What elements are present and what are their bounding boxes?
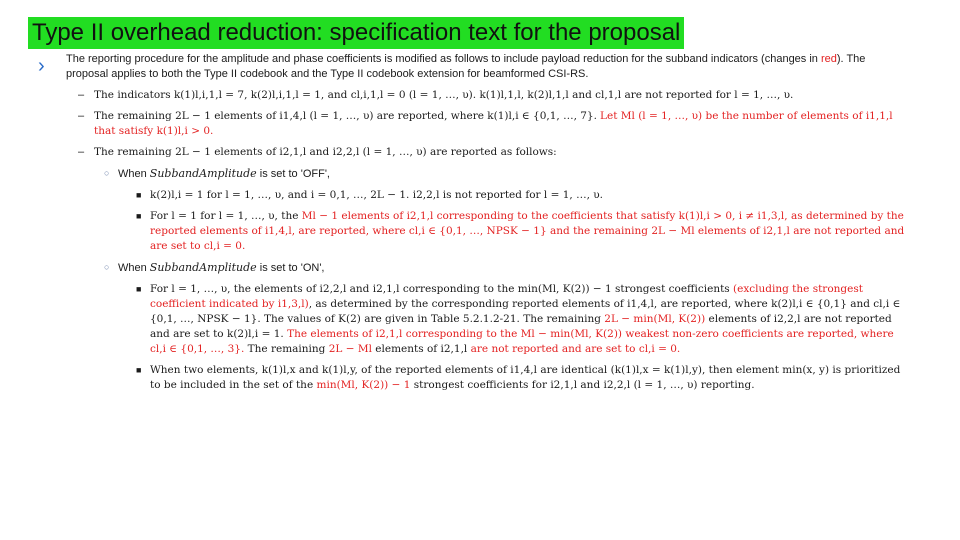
on-head-a: When — [118, 262, 150, 274]
item-text: The remaining — [244, 343, 329, 355]
square-bullet-icon: ■ — [136, 211, 142, 221]
item-text: The remaining 2L − 1 elements of i1,4,l (l = 1, …, υ) are reported, where k(1)l,i ∈ {0,1, …, 7}. — [94, 110, 597, 122]
circle-bullet-icon: ○ — [104, 168, 110, 178]
dash-bullet: – — [78, 89, 85, 101]
off-head-b: is set to 'OFF', — [256, 168, 330, 180]
off-head-a: When — [118, 168, 150, 180]
slide-title: Type II overhead reduction: specification text for the proposal — [28, 17, 684, 49]
item-text: elements of i2,2,l are not reported and are set to k(2)l,i = 1. — [150, 313, 892, 340]
item-text-red: Ml − 1 elements of i2,1,l corresponding to the coefficients that satisfy k(1)l,i > 0, i ≠ i1,3,l, as determined by the reported elements of i1,4,l, are reported, where cl,i ∈ {0,1, …, NPSK − 1} and the remaining 2L − Ml elements of i2,1,l are not reported and are set to cl,i = 0. — [150, 210, 905, 252]
square-item-off-1 — [66, 188, 906, 203]
sub-item-off — [66, 166, 906, 182]
square-bullet-icon: ■ — [136, 284, 142, 294]
on-head-italic: SubbandAmplitude — [149, 261, 257, 274]
square-bullet-icon: ■ — [136, 365, 142, 375]
item-text-red: 2L − min(Ml, K(2)) — [604, 313, 706, 325]
item-text: The indicators k(1)l,i,1,l = 7, k(2)l,i,1,l = 1, and cl,i,1,l = 0 (l = 1, …, υ). k(1)l,1,l, k(2)l,1,l and cl,1,l are not reported for l = 1, …, υ. — [94, 89, 794, 101]
intro-red-word: red — [820, 53, 837, 65]
intro-part1: The reporting procedure for the amplitude and phase coefficients is modified as follows to include payload reduction for the subband indicators (changes in — [66, 53, 821, 65]
off-head-italic: SubbandAmplitude — [149, 167, 257, 180]
list-item-remaining-i14 — [66, 109, 906, 139]
item-text: k(2)l,i = 1 for l = 1, …, υ, and i = 0,1, …, 2L − 1. i2,2,l is not reported for l = 1, …, υ. — [150, 189, 603, 201]
item-text-red: Let Ml (l = 1, …, υ) be the number of elements of i1,1,l that satisfy k(1)l,i > 0. — [94, 110, 893, 137]
item-text: For l = 1, …, υ, the elements of i2,2,l and i2,1,l corresponding to the min(Ml, K(2)) − 1 strongest coefficients — [150, 283, 734, 295]
spec-text-body — [66, 52, 906, 393]
sub-item-on — [66, 260, 906, 276]
on-head-b: is set to 'ON', — [256, 262, 325, 274]
intro-paragraph — [66, 52, 906, 82]
dash-bullet: – — [78, 146, 85, 158]
square-item-on-1 — [66, 282, 906, 357]
item-text: elements of i2,1,l — [371, 343, 471, 355]
item-text: For l = 1 for l = 1, …, υ, the — [150, 210, 302, 222]
list-item-indicators — [66, 88, 906, 103]
item-text-red: The elements of i2,1,l corresponding to the Ml − min(Ml, K(2)) weakest non-zero coefficients are reported, where cl,i ∈ {0,1, …, 3}. — [150, 328, 894, 355]
item-text-red: (excluding the strongest coefficient indicated by i1,3,l) — [150, 283, 863, 310]
item-text-red: are not reported and are set to cl,i = 0. — [470, 343, 681, 355]
item-text: The remaining 2L − 1 elements of i2,1,l and i2,2,l (l = 1, …, υ) are reported as follows: — [94, 146, 557, 158]
square-item-on-2 — [66, 363, 906, 393]
square-bullet-icon: ■ — [136, 190, 142, 200]
chevron-bullet-icon: › — [38, 55, 45, 77]
item-text-red: min(Ml, K(2)) − 1 — [316, 379, 411, 391]
list-item-remaining-i21-i22 — [66, 145, 906, 160]
circle-bullet-icon: ○ — [104, 262, 110, 272]
item-text: strongest coefficients for i2,1,l and i2,2,l (l = 1, …, υ) reporting. — [410, 379, 755, 391]
dash-bullet: – — [78, 110, 85, 122]
square-item-off-2 — [66, 209, 906, 254]
item-text: , as determined by the corresponding reported elements of i1,4,l, are reported, where k(2)l,i ∈ {0,1} and cl,i ∈ {0,1, …, NPSK − 1}. The values of K(2) are given in Table 5.2.1.2-21. The remaining — [150, 298, 901, 325]
item-text: When two elements, k(1)l,x and k(1)l,y, of the reported elements of i1,4,l are identical (k(1)l,x = k(1)l,y), then element min(x, y) is prioritized to be included in the set of the — [150, 364, 901, 391]
item-text-red: 2L − Ml — [328, 343, 372, 355]
intro-part2: ). The proposal applies to both the Type II codebook and the Type II codebook extension for beamformed CSI-RS. — [66, 53, 866, 80]
